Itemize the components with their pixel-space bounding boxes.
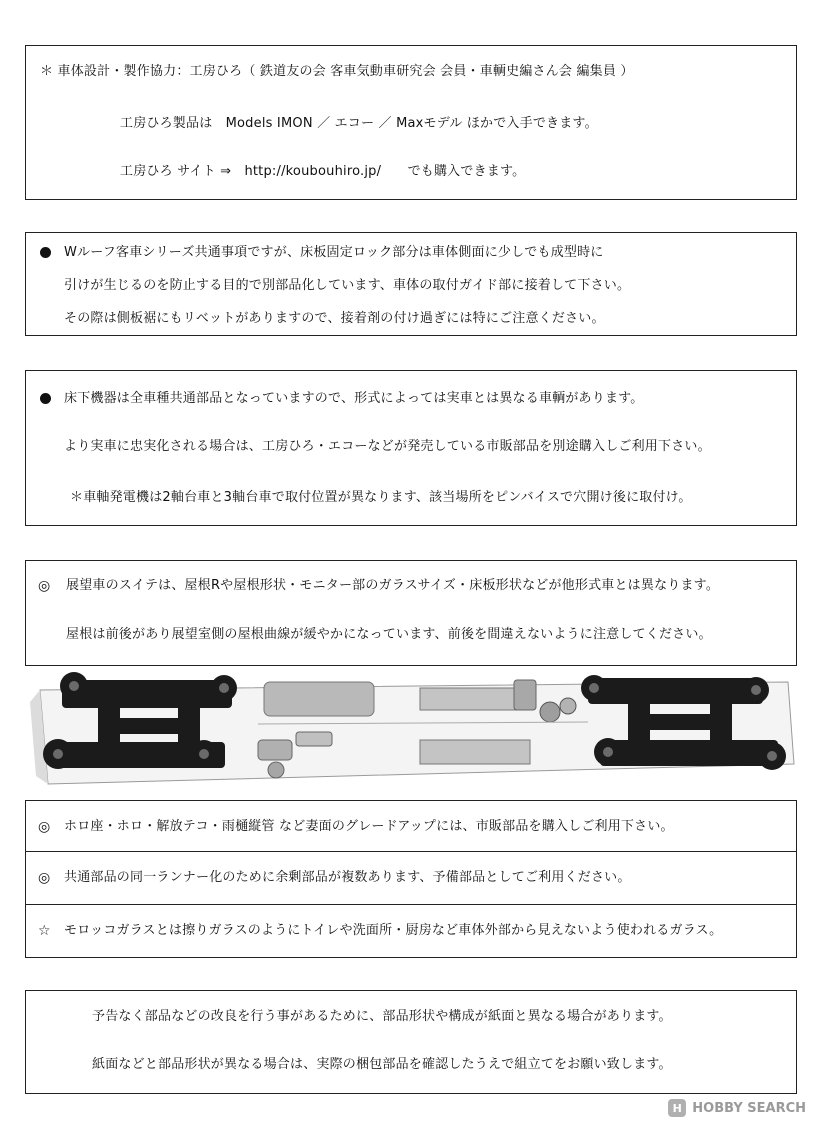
credits-box bbox=[25, 45, 797, 200]
wroof-line-2: 引けが生じるのを防止する目的で別部品化しています、車体の取付ガイド部に接着して下さい。 bbox=[64, 278, 631, 293]
availability-line: 工房ひろ製品は Models IMON ／ エコー ／ Maxモデル ほかで入手できます。 bbox=[120, 116, 598, 131]
gradeup-note-box bbox=[25, 800, 797, 852]
observation-line-2: 屋根は前後があり展望室側の屋根曲線が緩やかになっています、前後を間違えないように注意してください。 bbox=[66, 627, 712, 642]
wroof-notice-box bbox=[25, 232, 797, 336]
wroof-line-3: その際は側板裾にもリベットがありますので、接着剤の付け過ぎには特にご注意ください。 bbox=[64, 311, 605, 326]
underfloor-line-2: より実車に忠実化される場合は、工房ひろ・エコーなどが発売している市販部品を別途購入しご利用下さい。 bbox=[64, 439, 711, 454]
double-circle-icon: ◎ bbox=[38, 870, 51, 886]
star-icon: ☆ bbox=[38, 923, 51, 939]
wroof-line-1: Wルーフ客車シリーズ共通事項ですが、床板固定ロック部分は車体側面に少しでも成型時に bbox=[64, 245, 604, 260]
credits-line: ＊ 車体設計・製作協力：工房ひろ（ 鉄道友の会 客車気動車研究会 会員・車輌史編さん会 編集員 ） bbox=[40, 64, 634, 79]
morocco-glass-note-text: モロッコガラスとは擦りガラスのようにトイレや洗面所・厨房など車体外部から見えないよう使われるガラス。 bbox=[64, 923, 723, 938]
spare-parts-note-box bbox=[25, 851, 797, 905]
bullet-icon bbox=[40, 393, 51, 404]
underfloor-line-3: ＊車軸発電機は2軸台車と3軸台車で取付位置が異なります、該当場所をピンバイスで穴開け後に取付け。 bbox=[70, 490, 692, 505]
site-line: 工房ひろ サイト ⇒ http://koubouhiro.jp/ でも購入できます。 bbox=[120, 164, 526, 179]
hobby-search-logo-icon: H bbox=[668, 1099, 686, 1117]
observation-car-box bbox=[25, 560, 797, 666]
disclaimer-line-1: 予告なく部品などの改良を行う事があるために、部品形状や構成が紙面と異なる場合があります。 bbox=[92, 1009, 672, 1024]
spare-parts-note-text: 共通部品の同一ランナー化のために余剰部品が複数あります、予備部品としてご利用ください。 bbox=[64, 870, 631, 885]
disclaimer-box bbox=[25, 990, 797, 1094]
gradeup-note-text: ホロ座・ホロ・解放テコ・雨樋縦管 など妻面のグレードアップには、市販部品を購入しご利用下さい。 bbox=[64, 819, 674, 834]
double-circle-icon: ◎ bbox=[38, 819, 51, 835]
underfloor-line-1: 床下機器は全車種共通部品となっていますので、形式によっては実車とは異なる車輌があります。 bbox=[64, 391, 644, 406]
observation-line-1: 展望車のスイテは、屋根Rや屋根形状・モニター部のガラスサイズ・床板形状などが他形式車とは異なります。 bbox=[66, 578, 720, 593]
underframe-photo bbox=[28, 668, 798, 800]
watermark-text: HOBBY SEARCH bbox=[692, 1100, 806, 1116]
morocco-glass-note-box bbox=[25, 904, 797, 958]
double-circle-icon: ◎ bbox=[38, 578, 51, 594]
underfloor-notice-box bbox=[25, 370, 797, 526]
disclaimer-line-2: 紙面などと部品形状が異なる場合は、実際の梱包部品を確認したうえで組立てをお願い致します。 bbox=[92, 1057, 672, 1072]
hobby-search-watermark bbox=[668, 1097, 806, 1119]
bullet-icon bbox=[40, 247, 51, 258]
